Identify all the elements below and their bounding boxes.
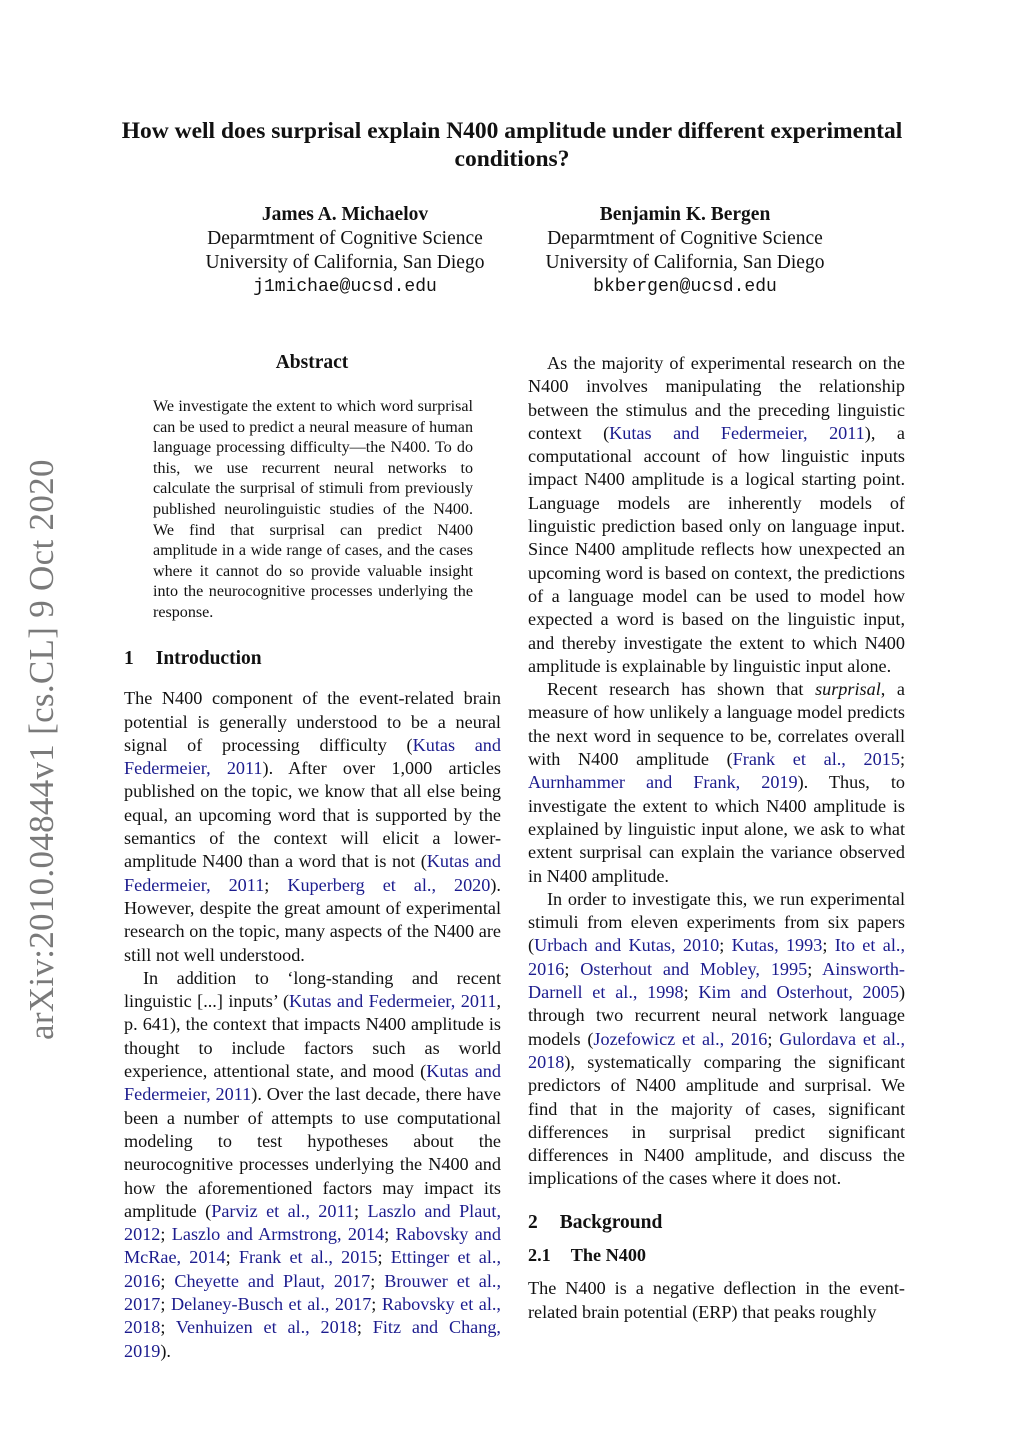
citation-link[interactable]: Rabovsky and McRae, 2014 [124, 1224, 501, 1268]
citation-link[interactable]: Kutas and Federmeier, 2011 [124, 851, 501, 895]
citation-link[interactable]: Parviz et al., 2011 [211, 1200, 354, 1221]
citation-link[interactable]: Fitz and Chang, 2019 [124, 1317, 501, 1361]
citation-link[interactable]: Venhuizen et al., 2018 [175, 1317, 357, 1338]
citation-link[interactable]: Urbach and Kutas, 2010 [534, 935, 720, 956]
citation-link[interactable]: Rabovsky et al., 2018 [124, 1294, 501, 1338]
paragraph: In addition to ‘long-standing and recent linguistic [...] inputs’ (Kutas and Federmeier, 2011, p. 641), the context that impacts N400 amplitude is thought to include factors such as world experience, attentional state, and mood (Kutas and Federmeier, 2011). Over the last decade, there have been a number of attempts to use computational modeling to test hypotheses about the neurocognitive processes underlying the N400 and how the aforementioned factors may impact its amplitude (Parviz et al., 2011; Laszlo and Plaut, 2012; Laszlo and Armstrong, 2014; Rabovsky and McRae, 2014; Frank et al., 2015; Ettinger et al., 2016; Cheyette and Plaut, 2017; Brouwer et al., 2017; Delaney-Busch et al., 2017; Rabovsky et al., 2018; Venhuizen et al., 2018; Fitz and Chang, 2019). [124, 967, 501, 1361]
author-name: James A. Michaelov [261, 204, 429, 225]
section-number: 1 [124, 648, 134, 669]
author-email[interactable]: bkbergen@ucsd.edu [593, 277, 777, 297]
subsection-title: The N400 [570, 1244, 647, 1265]
left-column [124, 647, 501, 1363]
citation-link[interactable]: Aurnhammer and Frank, 2019 [528, 772, 798, 793]
citation-link[interactable]: Brouwer et al., 2017 [124, 1270, 501, 1315]
citation-link[interactable]: Ettinger et al., 2016 [124, 1247, 501, 1291]
citation-link[interactable]: Laszlo and Plaut, 2012 [124, 1200, 501, 1245]
citation-link[interactable]: Jozefowicz et al., 2016 [593, 1028, 768, 1049]
citation-link[interactable]: Delaney-Busch et al., 2017 [170, 1294, 372, 1315]
author-2 [505, 203, 865, 299]
paragraph: The N400 component of the event-related brain potential is generally understood to be a neural signal of processing difficulty (Kutas and Federmeier, 2011). After over 1,000 articles published on the topic, we know that all else being equal, an upcoming word that is supported by the semantics of the context will elicit a lower-amplitude N400 than a word that is not (Kutas and Federmeier, 2011; Kuperberg et al., 2020). However, despite the great amount of experimental research on the topic, many aspects of the N400 are still not well understood. [124, 688, 501, 965]
n400-body [528, 1277, 905, 1324]
citation-link[interactable]: Ito et al., 2016 [528, 935, 905, 979]
introduction-body-continued [528, 352, 905, 1191]
citation-link[interactable]: Kutas, 1993 [731, 935, 823, 956]
subsection-number: 2.1 [528, 1244, 551, 1265]
paragraph: As the majority of experimental research on the N400 involves manipulating the relationship between the stimulus and the preceding linguistic context (Kutas and Federmeier, 2011), a computational account of how linguistic inputs impact N400 amplitude is a logical starting point. Language models are inherently models of linguistic prediction based only on language input. Since N400 amplitude reflects how unexpected an upcoming word is based on context, the predictions of a language model can be used to model how expected a word is based on the linguistic input, and thereby investigate the extent to which N400 amplitude is explainable by linguistic input alone. [528, 353, 905, 676]
author-name: Benjamin K. Bergen [599, 204, 771, 225]
citation-link[interactable]: Ainsworth-Darnell et al., 1998 [528, 958, 905, 1003]
paper-title: How well does surprisal explain N400 amplitude under different experimental conditions? [121, 118, 903, 172]
author-university: University of California, San Diego [545, 252, 825, 273]
italic-term: surprisal [815, 679, 881, 700]
right-column [528, 352, 905, 1324]
citation-link[interactable]: Osterhout and Mobley, 1995 [580, 958, 808, 979]
citation-link[interactable]: Kuperberg et al., 2020 [287, 874, 491, 895]
section-number: 2 [528, 1211, 538, 1233]
citation-link[interactable]: Kutas and Federmeier, 2011 [124, 734, 501, 779]
paragraph: Recent research has shown that surprisal, a measure of how unlikely a language model predicts the next word in sequence to be, correlates overall with N400 amplitude (Frank et al., 2015; Aurnhammer and Frank, 2019). Thus, to investigate the extent to which N400 amplitude is explained by linguistic input alone, we ask to what extent surprisal can explain the variance observed in N400 amplitude. [528, 679, 905, 886]
citation-link[interactable]: Kim and Osterhout, 2005 [698, 982, 899, 1003]
section-heading-background [528, 1211, 905, 1234]
author-1 [165, 203, 525, 299]
author-university: University of California, San Diego [205, 252, 485, 273]
section-title: Introduction [155, 648, 262, 669]
citation-link[interactable]: Kutas and Federmeier, 2011 [609, 422, 865, 443]
author-email[interactable]: j1michae@ucsd.edu [253, 277, 437, 297]
citation-link[interactable]: Gulordava et al., 2018 [528, 1028, 905, 1072]
arxiv-identifier: arXiv:2010.04844v1 [cs.CL] 9 Oct 2020 [22, 459, 61, 1040]
citation-link[interactable]: Cheyette and Plaut, 2017 [174, 1270, 371, 1291]
citation-link[interactable]: Laszlo and Armstrong, 2014 [171, 1224, 385, 1245]
paragraph: The N400 is a negative deflection in the event-related brain potential (ERP) that peaks roughly [528, 1278, 905, 1322]
citation-link[interactable]: Kutas and Federmeier, 2011 [124, 1061, 501, 1105]
abstract-text: We investigate the extent to which word surprisal can be used to predict a neural measure of human language processing difficulty—the N400. To do this, we use recurrent neural networks to calculate the surprisal of stimuli from previously published neurolinguistic studies of the N400. We find that surprisal can predict N400 amplitude in a wide range of cases, and the cases where it cannot do so provide valuable insight into the neurocognitive processes underlying the response. [153, 398, 473, 621]
author-department: Deparmtment of Cognitive Science [547, 228, 823, 249]
author-department: Deparmtment of Cognitive Science [207, 228, 483, 249]
introduction-body [124, 687, 501, 1363]
citation-link[interactable]: Frank et al., 2015 [238, 1247, 378, 1268]
citation-link[interactable]: Frank et al., 2015 [732, 749, 900, 770]
section-title: Background [559, 1211, 663, 1233]
citation-link[interactable]: Kutas and Federmeier, 2011 [289, 991, 497, 1012]
subsection-heading-n400 [528, 1244, 905, 1267]
section-heading-introduction [124, 647, 501, 670]
paragraph: In order to investigate this, we run experimental stimuli from eleven experiments from six papers (Urbach and Kutas, 2010; Kutas, 1993; Ito et al., 2016; Osterhout and Mobley, 1995; Ainsworth-Darnell et al., 1998; Kim and Osterhout, 2005) through two recurrent neural network language models (Jozefowicz et al., 2016; Gulordava et al., 2018), systematically comparing the significant predictors of N400 amplitude and surprisal. We find that in the majority of cases, significant differences in surprisal predict significant differences in N400 amplitude, and discuss the implications of the cases where it does not. [528, 888, 905, 1189]
abstract-heading: Abstract [275, 352, 349, 373]
